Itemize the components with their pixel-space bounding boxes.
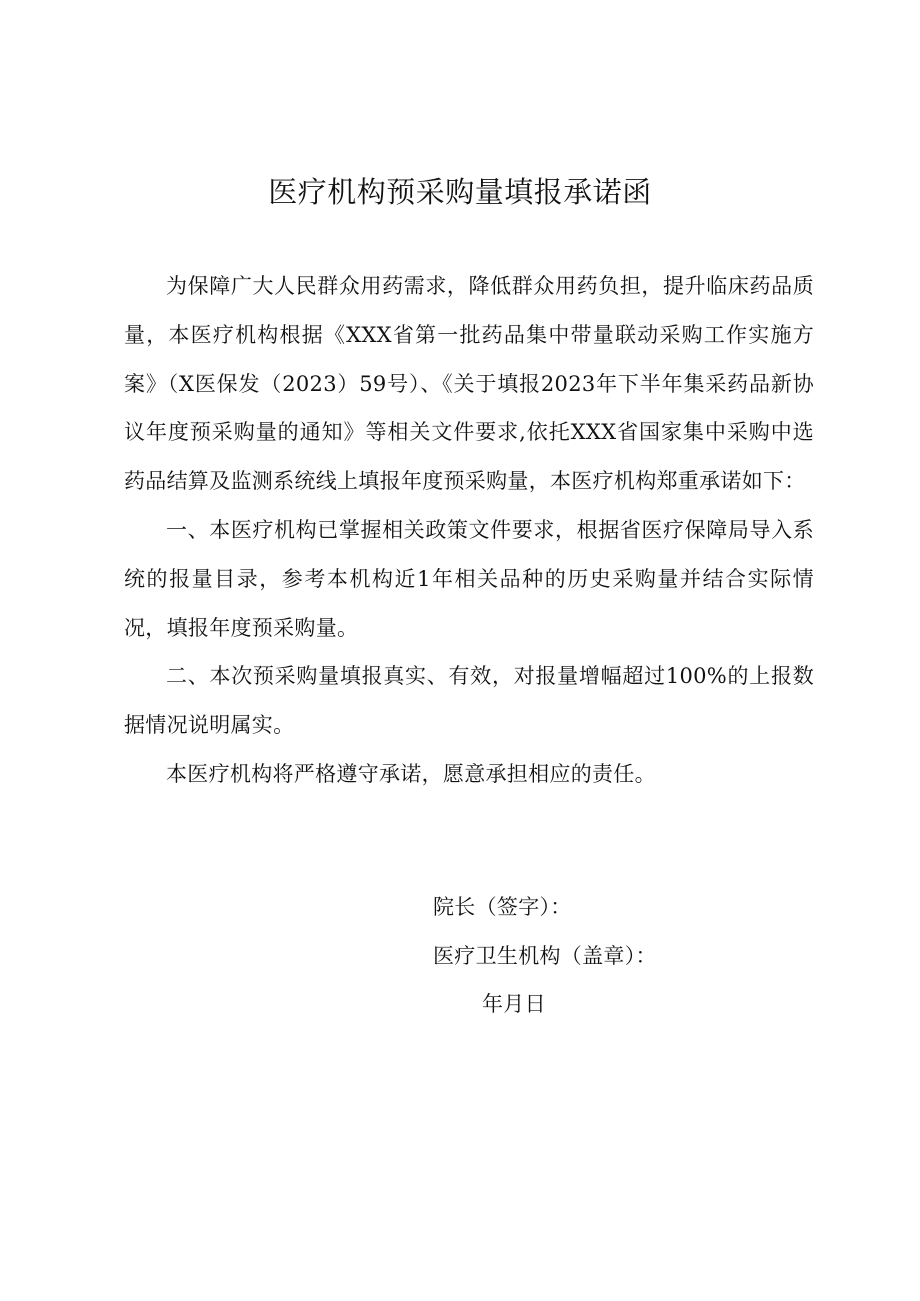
date-line: 年月日: [482, 992, 546, 1016]
commitment-item-2: 二、本次预采购量填报真实、有效，对报量增幅超过100%的上报数据情况说明属实。: [124, 664, 814, 738]
signature-block: [433, 883, 657, 1029]
intro-paragraph: 为保障广大人民群众用药需求，降低群众用药负担，提升临床药品质量，本医疗机构根据《XXX省第一批药品集中带量联动采购工作实施方案》（X医保发（2023）59号）、《关于填报2023年下半年集采药品新协议年度预采购量的通知》等相关文件要求,依托XXX省国家集中采购中选药品结算及监测系统线上填报年度预采购量，本医疗机构郑重承诺如下：: [124, 274, 814, 494]
institution-seal-line: 医疗卫生机构（盖章）：: [433, 943, 657, 968]
page-title: 医疗机构预采购量填报承诺函: [268, 175, 652, 209]
commitment-item-1: 一、本医疗机构已掌握相关政策文件要求，根据省医疗保障局导入系统的报量目录，参考本机构近1年相关品种的历史采购量并结合实际情况，填报年度预采购量。: [124, 517, 814, 640]
president-signature-line: 院长（签字）：: [433, 895, 572, 919]
closing-paragraph: 本医疗机构将严格遵守承诺，愿意承担相应的责任。: [166, 761, 656, 786]
letter-body: [124, 262, 814, 799]
